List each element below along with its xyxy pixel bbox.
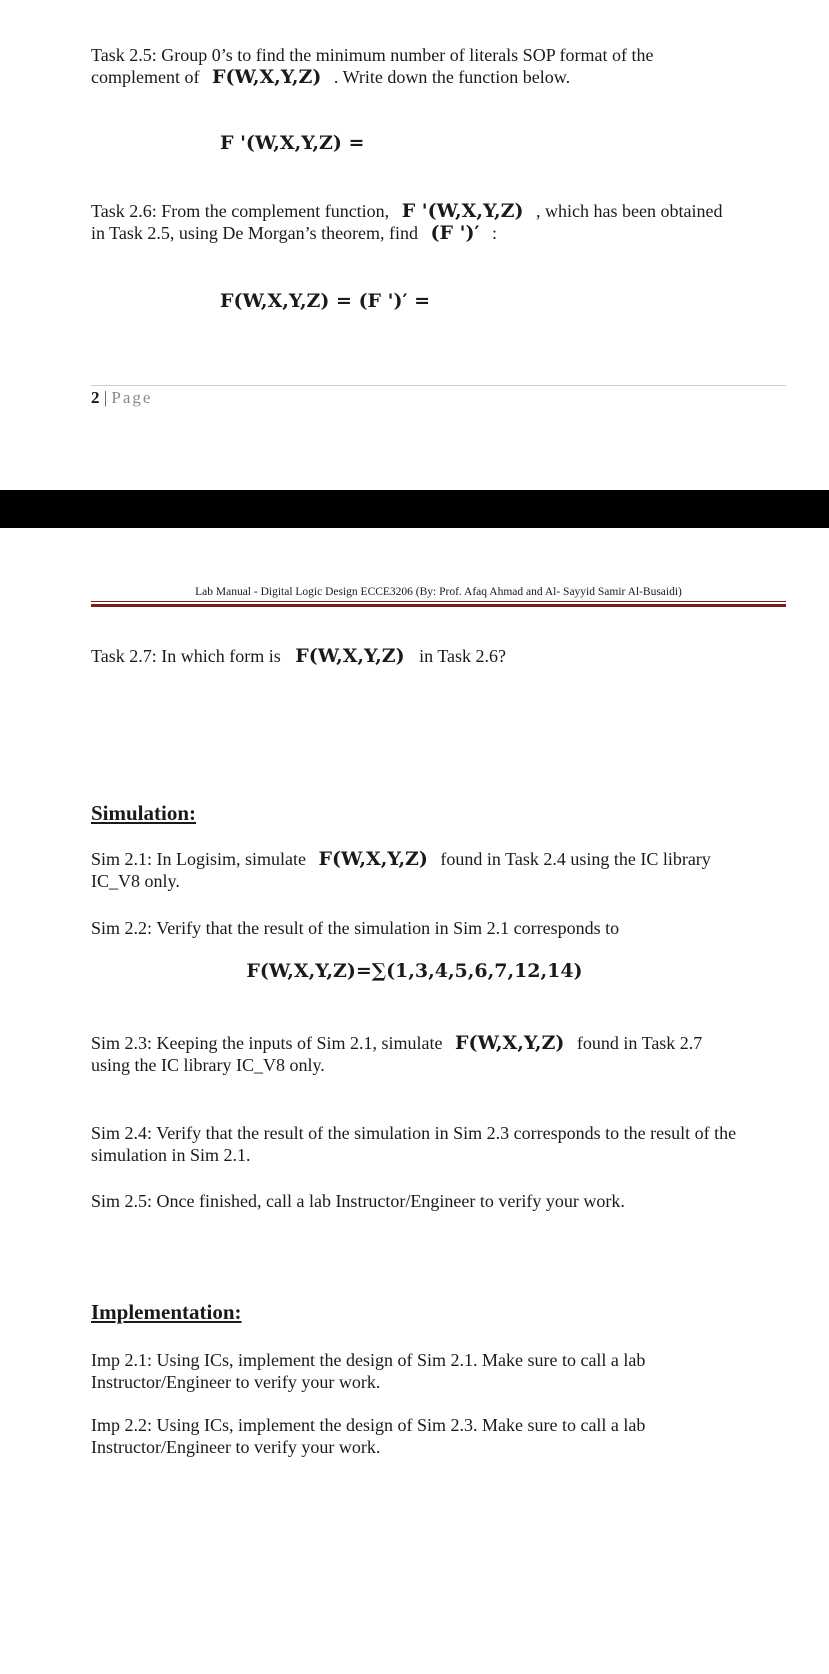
page-number [91, 388, 152, 408]
task-2-6-line2 [91, 222, 791, 244]
page-number-word: Page [111, 388, 153, 407]
sim-2-4-line2: simulation in Sim 2.1. [91, 1145, 251, 1165]
imp-2-2 [91, 1414, 791, 1458]
implementation-heading: Implementation: [91, 1300, 242, 1324]
task-2-6-line1-prefix: Task 2.6: From the complement function, [91, 201, 390, 221]
imp-2-2-line2: Instructor/Engineer to verify your work. [91, 1437, 381, 1457]
imp-2-2-line1: Imp 2.2: Using ICs, implement the design of Sim 2.3. Make sure to call a lab [91, 1415, 646, 1435]
task-2-7-prefix: Task 2.7: In which form is [91, 646, 281, 666]
sim-2-3-line1 [91, 1032, 791, 1054]
imp-2-1-line2: Instructor/Engineer to verify your work. [91, 1372, 381, 1392]
task-2-5-line2 [91, 66, 791, 88]
sim-2-1-line1 [91, 848, 791, 870]
task-2-6-line2-prefix: in Task 2.5, using De Morgan’s theorem, find [91, 223, 419, 243]
task-2-5 [91, 44, 791, 88]
sim-2-5: Sim 2.5: Once finished, call a lab Instructor/Engineer to verify your work. [91, 1191, 625, 1211]
task-2-5-line2-prefix: complement of [91, 67, 200, 87]
page-number-value: 2 [91, 388, 100, 407]
task-2-7-function: F(W,X,Y,Z) [295, 645, 405, 667]
sim-2-4 [91, 1122, 791, 1166]
sim-2-4-line1: Sim 2.4: Verify that the result of the simulation in Sim 2.3 corresponds to the result of the [91, 1123, 737, 1143]
task-2-6 [91, 200, 791, 244]
task-2-6-function: F '(W,X,Y,Z) [401, 200, 524, 222]
task-2-6-fprime: (F ')′ [430, 222, 480, 244]
sim-2-3-function: F(W,X,Y,Z) [454, 1032, 565, 1054]
task-2-5-answer: F '(W,X,Y,Z) = [220, 132, 365, 154]
sim-2-3 [91, 1032, 791, 1076]
sim-2-1-suffix: found in Task 2.4 using the IC library [440, 849, 711, 869]
task-2-7 [91, 645, 791, 667]
sim-2-1-function: F(W,X,Y,Z) [318, 848, 428, 870]
task-2-5-line1: Task 2.5: Group 0’s to find the minimum number of literals SOP format of the [91, 45, 654, 65]
task-2-5-function: F(W,X,Y,Z) [211, 66, 322, 88]
task-2-5-line2-suffix: . Write down the function below. [333, 67, 571, 87]
page-header: Lab Manual - Digital Logic Design ECCE3206 (By: Prof. Afaq Ahmad and Al- Sayyid Samir Al-Busaidi) [195, 586, 682, 598]
task-2-6-line2-suffix: : [491, 223, 497, 243]
sim-2-1-line2: IC_V8 only. [91, 871, 180, 891]
imp-2-1 [91, 1349, 791, 1393]
sim-2-2: Sim 2.2: Verify that the result of the simulation in Sim 2.1 corresponds to [91, 918, 620, 938]
task-2-6-answer: F(W,X,Y,Z) = (F ')′ = [220, 290, 431, 312]
sim-2-1 [91, 848, 791, 892]
header-rule-thin [91, 601, 786, 602]
sim-2-2-formula: F(W,X,Y,Z)=∑(1,3,4,5,6,7,12,14) [246, 960, 583, 982]
task-2-6-line1 [91, 200, 791, 222]
task-2-7-suffix: in Task 2.6? [419, 646, 507, 666]
footer-divider [91, 385, 786, 386]
imp-2-1-line1: Imp 2.1: Using ICs, implement the design of Sim 2.1. Make sure to call a lab [91, 1350, 646, 1370]
sim-2-1-prefix: Sim 2.1: In Logisim, simulate [91, 849, 306, 869]
header-rule-thick [91, 604, 786, 607]
simulation-heading: Simulation: [91, 801, 197, 825]
page-number-separator: | [103, 388, 108, 407]
sim-2-3-prefix: Sim 2.3: Keeping the inputs of Sim 2.1, simulate [91, 1033, 443, 1053]
task-2-6-line1-suffix: , which has been obtained [536, 201, 723, 221]
sim-2-3-suffix: found in Task 2.7 [576, 1033, 703, 1053]
page-break-band [0, 490, 829, 528]
sim-2-3-line2: using the IC library IC_V8 only. [91, 1055, 325, 1075]
